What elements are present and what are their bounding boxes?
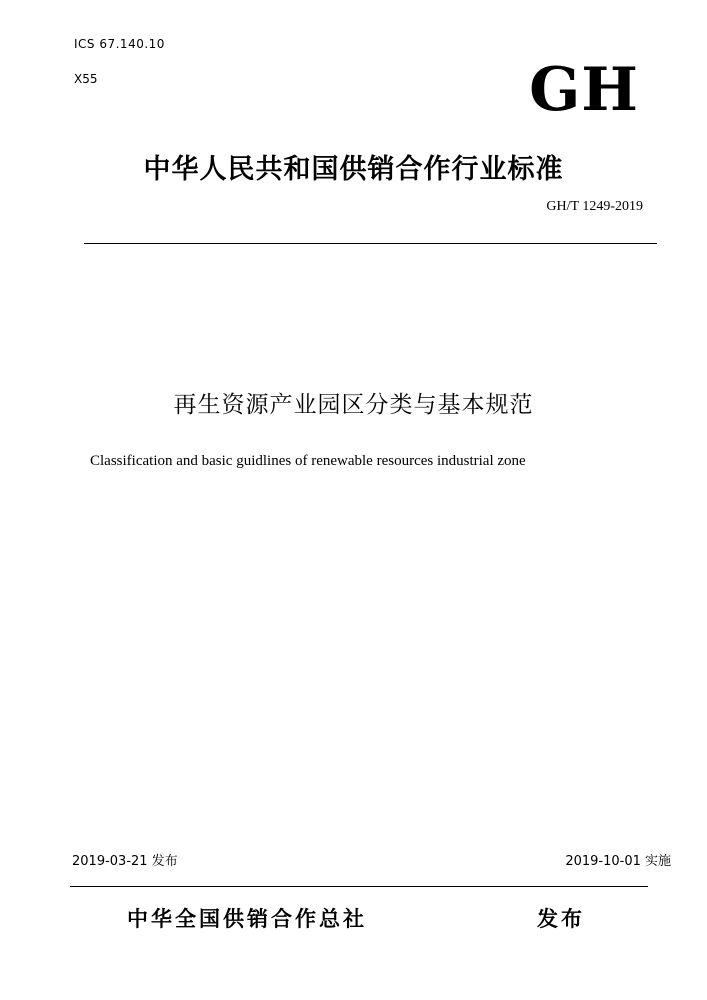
gh-logo: GH [529, 55, 639, 125]
standard-number: GH/T 1249-2019 [546, 199, 643, 214]
document-title-cn: 再生资源产业园区分类与基本规范 [173, 392, 534, 418]
issuer-name: 中华全国供销合作总社 [127, 906, 367, 931]
top-divider [84, 243, 657, 244]
ics-code: ICS 67.140.10 [74, 37, 165, 51]
standard-title: 中华人民共和国供销合作行业标准 [143, 154, 564, 185]
publish-date: 2019-03-21 发布 [72, 854, 178, 869]
issue-label: 发布 [537, 906, 585, 931]
implement-date: 2019-10-01 实施 [565, 854, 671, 869]
bottom-divider [70, 886, 648, 887]
document-title-en: Classification and basic guidlines of renewable resources industrial zone [90, 453, 526, 469]
ccs-code: X55 [74, 72, 98, 86]
